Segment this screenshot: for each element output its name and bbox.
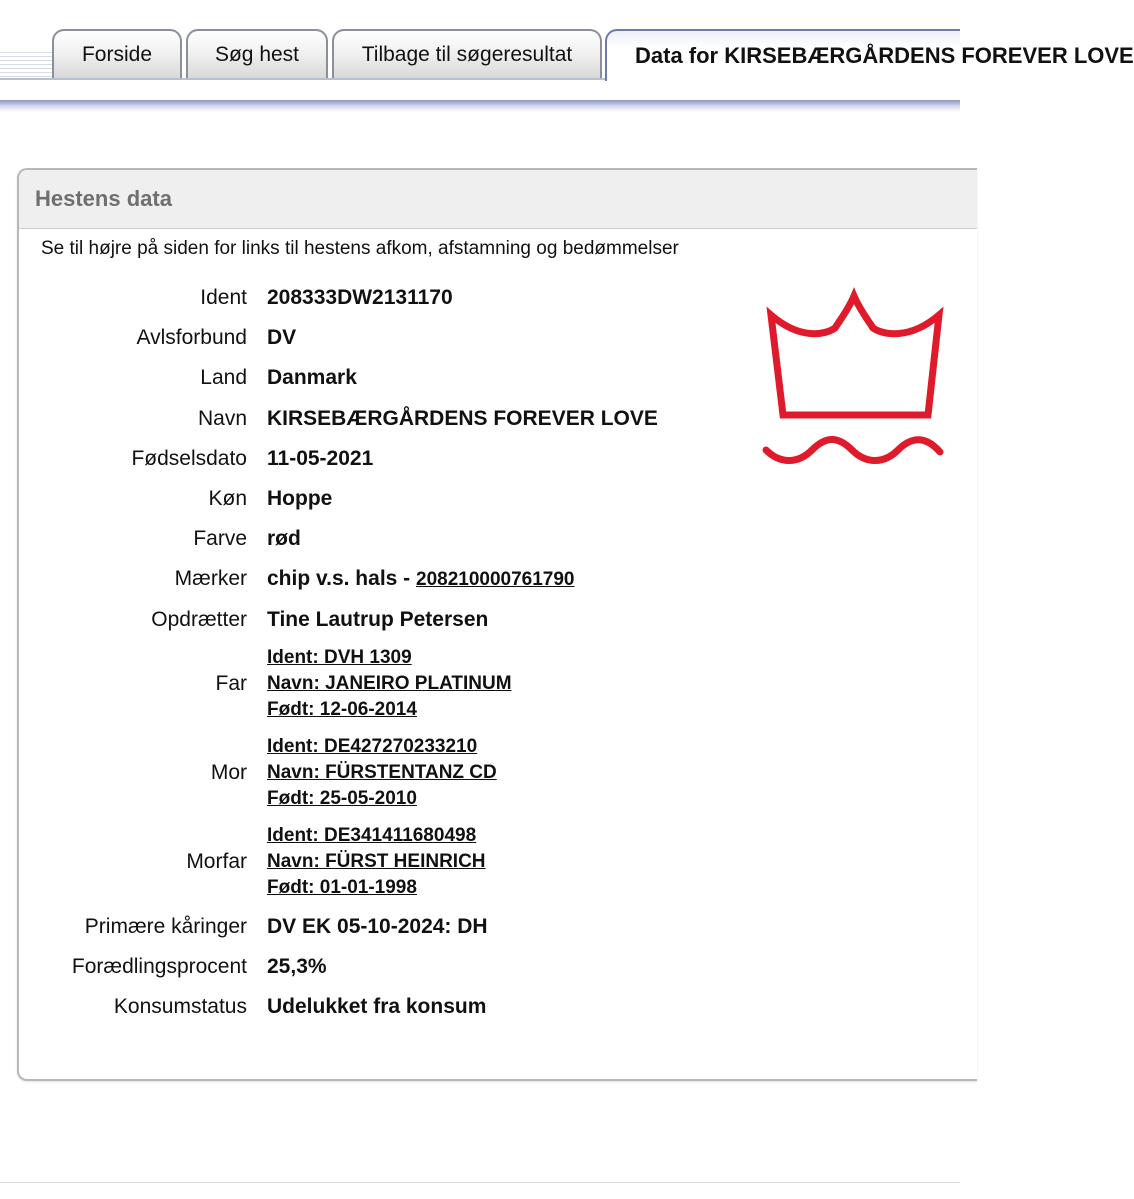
tab-forside[interactable]: Forside (52, 29, 182, 78)
horse-data-list (19, 278, 779, 1027)
row-mor (19, 729, 779, 818)
row-farve (19, 519, 779, 559)
tab-bar-bottom-rule (0, 100, 960, 112)
label-avlsforbund: Avlsforbund (136, 326, 247, 350)
label-opdraetter: Opdrætter (151, 607, 247, 631)
value-avlsforbund: DV (267, 326, 297, 350)
panel-title: Hestens data (19, 170, 977, 229)
label-farve: Farve (193, 527, 247, 551)
label-kaaringer: Primære kåringer (84, 914, 247, 938)
tab-bar (0, 0, 1134, 112)
label-foedselsdato: Fødselsdato (131, 446, 247, 470)
morfar-navn-link[interactable]: Navn: FÜRST HEINRICH (267, 851, 486, 873)
value-foedselsdato: 11-05-2021 (267, 446, 374, 470)
chip-number-link[interactable]: 208210000761790 (416, 569, 575, 591)
row-ident (19, 278, 779, 318)
mor-navn-link[interactable]: Navn: FÜRSTENTANZ CD (267, 762, 497, 784)
label-land: Land (200, 366, 247, 390)
value-morfar (267, 823, 486, 901)
maerker-text: chip v.s. hals - (267, 567, 416, 591)
morfar-ident-link[interactable]: Ident: DE341411680498 (267, 825, 477, 847)
label-navn: Navn (197, 406, 247, 430)
tab-tilbage-til-soegeresultat[interactable]: Tilbage til søgeresultat (332, 29, 602, 78)
value-land: Danmark (267, 366, 357, 390)
far-foedt-link[interactable]: Født: 12-06-2014 (267, 699, 417, 721)
row-morfar (19, 818, 779, 907)
far-ident-link[interactable]: Ident: DVH 1309 (267, 647, 412, 669)
label-mor: Mor (210, 761, 247, 785)
crown-waves-logo-icon (750, 280, 960, 480)
row-maerker (19, 559, 779, 599)
value-kaaringer: DV EK 05-10-2024: DH (267, 914, 488, 938)
label-far: Far (215, 672, 247, 696)
value-koen: Hoppe (267, 487, 333, 511)
tab-bar-stripes (0, 52, 54, 78)
value-far (267, 645, 512, 723)
label-maerker: Mærker (174, 567, 247, 591)
page-bottom-rule (0, 1182, 960, 1183)
value-opdraetter: Tine Lautrup Petersen (267, 607, 489, 631)
tab-soeg-hest[interactable]: Søg hest (186, 29, 328, 78)
row-kaaringer (19, 907, 779, 947)
mor-ident-link[interactable]: Ident: DE427270233210 (267, 736, 478, 758)
row-opdraetter (19, 600, 779, 640)
far-navn-link[interactable]: Navn: JANEIRO PLATINUM (267, 673, 512, 695)
value-foraedlingsprocent: 25,3% (267, 954, 327, 978)
label-foraedlingsprocent: Forædlingsprocent (71, 954, 247, 978)
value-farve: rød (267, 527, 301, 551)
label-konsumstatus: Konsumstatus (113, 995, 247, 1019)
label-ident: Ident (200, 286, 247, 310)
row-foraedlingsprocent (19, 947, 779, 987)
panel-intro-text: Se til højre på siden for links til hestens afkom, afstamning og bedømmelser (41, 238, 679, 259)
tab-data-for-horse[interactable]: Data for KIRSEBÆRGÅRDENS FOREVER LOVE (605, 29, 960, 81)
value-ident: 208333DW2131170 (267, 286, 453, 310)
value-maerker (267, 567, 575, 591)
row-foedselsdato (19, 439, 779, 479)
mor-foedt-link[interactable]: Født: 25-05-2010 (267, 788, 417, 810)
row-avlsforbund (19, 318, 779, 358)
morfar-foedt-link[interactable]: Født: 01-01-1998 (267, 877, 417, 899)
row-far (19, 640, 779, 729)
value-konsumstatus: Udelukket fra konsum (267, 995, 487, 1019)
value-mor (267, 734, 497, 812)
row-navn (19, 399, 779, 439)
row-land (19, 358, 779, 398)
row-konsumstatus (19, 987, 779, 1027)
label-morfar: Morfar (186, 850, 247, 874)
value-navn: KIRSEBÆRGÅRDENS FOREVER LOVE (267, 406, 658, 430)
label-koen: Køn (208, 487, 247, 511)
row-koen (19, 479, 779, 519)
